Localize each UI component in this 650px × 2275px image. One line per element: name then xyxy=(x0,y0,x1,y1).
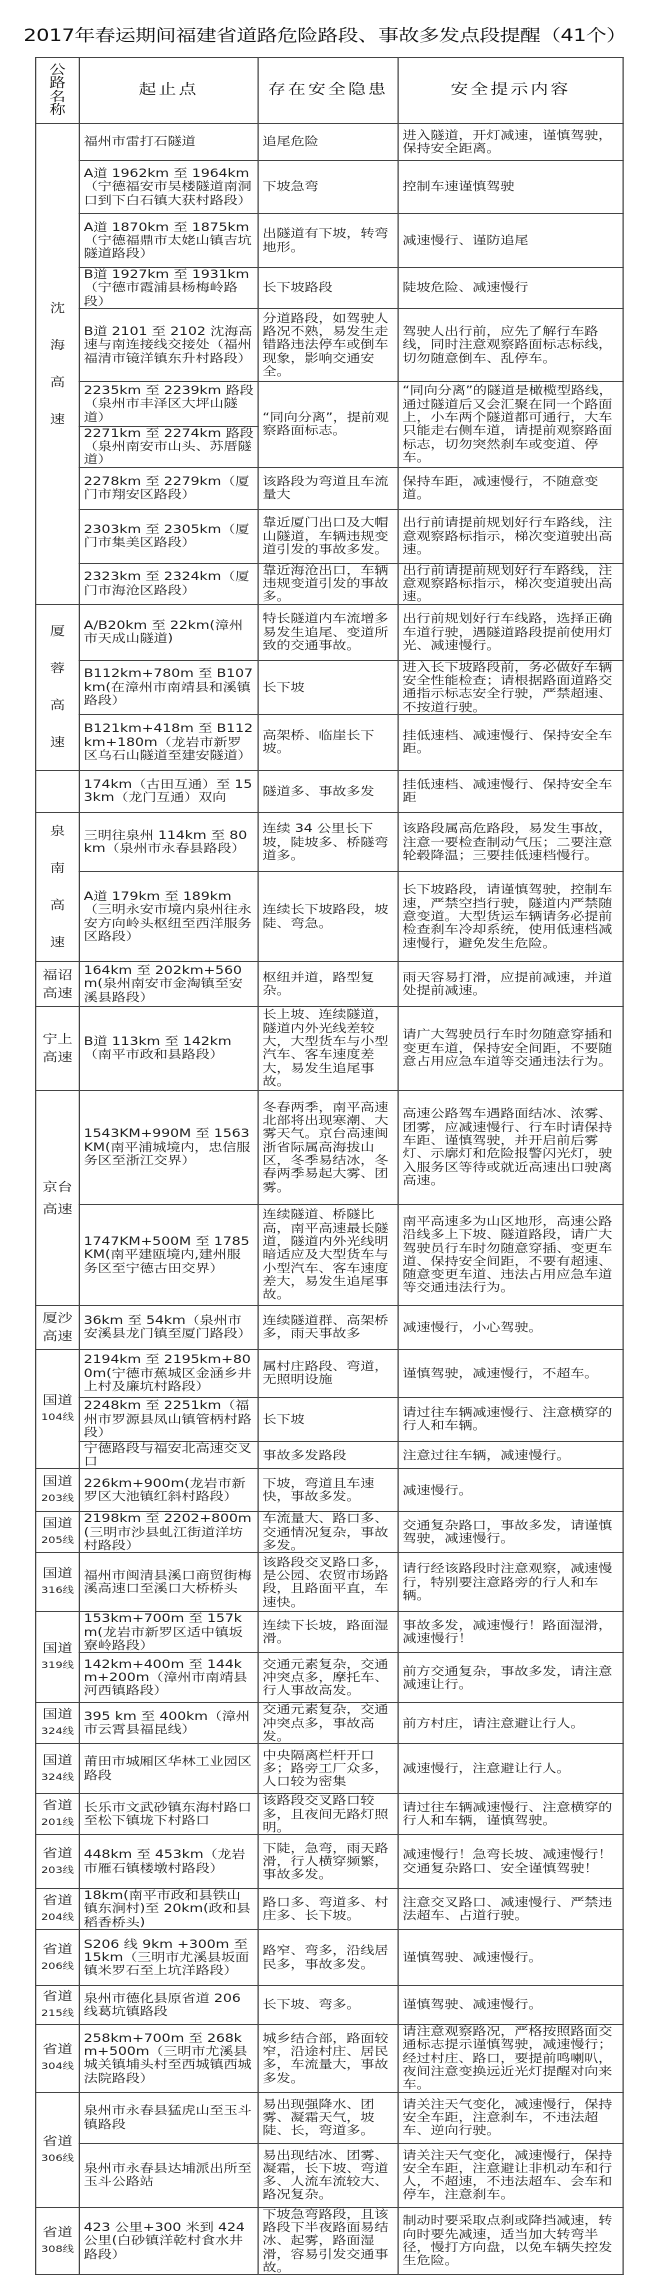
hazard-cell: 易出现强降水、团雾、凝霜天气，坡陡、长，弯道多。 xyxy=(258,2092,398,2143)
hazard-cell: 靠近海沧出口，车辆违规变道引发的事故多。 xyxy=(258,563,398,604)
table-row xyxy=(36,1204,624,1305)
safety-tip-cell: 雨天容易打滑，应提前减速，并道处提前减速。 xyxy=(398,961,623,1006)
hazard-cell: 交通元素复杂，交通冲突点多，事故高发。 xyxy=(258,1703,398,1744)
safety-tip-cell: 请关注天气变化，减速慢行，保持安全车距，注意避让非机动车和行人，不超速，不违法超车、会车和停车，注意刹车。 xyxy=(398,2143,623,2207)
safety-tip-cell: 南平高速多为山区地形，高速公路沿线多上下坡、隧道路段，请广大驾驶员行车时勿随意穿插、变更车道、保持安全间距，不要有超速、随意变更车道、违法占用应急车道等交通违法行为。 xyxy=(398,1204,623,1305)
table-row xyxy=(36,812,624,872)
location-cell: A/B20km 至 22km(漳州市天成山隧道) xyxy=(79,604,258,660)
table-row xyxy=(36,714,624,770)
header-hazard: 存在安全隐患 xyxy=(258,58,398,124)
table-row xyxy=(36,1553,624,1612)
hazard-cell: 长下坡路段 xyxy=(258,268,398,309)
road-name-cell xyxy=(36,770,80,812)
road-name: 厦沙高速 xyxy=(42,1311,73,1344)
location-cell: 18km(南平市政和县铁山镇东涧村)至 20km(政和县稻香桥头) xyxy=(79,1889,258,1930)
location-cell: A道 179km 至 189km（三明永安市境内泉州往永安方向岭头枢纽至西洋服务区路段） xyxy=(79,872,258,961)
road-name-cell xyxy=(36,1512,80,1553)
road-name-cell xyxy=(36,2092,80,2207)
header-location: 起止点 xyxy=(79,58,258,124)
hazard-cell: 该路段为弯道且车流量大 xyxy=(258,467,398,509)
road-name-cell xyxy=(36,961,80,1006)
location-cell: 2194km 至 2195km+800m(宁德市蕉城区金涵乡井上村及廉坑村路段） xyxy=(79,1349,258,1397)
table-body xyxy=(36,124,624,2275)
safety-tip-cell: 减速慢行，小心驾驶。 xyxy=(398,1305,623,1349)
hazard-cell: 路窄、弯多，沿线居民多，事故多发。 xyxy=(258,1930,398,1986)
hazard-cell: 下坡急弯 xyxy=(258,161,398,214)
hazard-cell: 高架桥、临崖长下坡。 xyxy=(258,714,398,770)
safety-tip-cell: 陡坡危险、减速慢行 xyxy=(398,268,623,309)
hazard-cell: 车流量大、路口多、交通情况复杂，事故多发。 xyxy=(258,1512,398,1553)
location-cell: 莆田市城厢区华林工业园区路段 xyxy=(79,1744,258,1794)
location-cell: 宁德路段与福安北高速交叉口 xyxy=(79,1441,258,1469)
table-row xyxy=(36,509,624,563)
table-row xyxy=(36,1889,624,1930)
road-name: 国道203线 xyxy=(41,1474,74,1505)
road-name-cell xyxy=(36,2207,80,2274)
table-row xyxy=(36,2143,624,2207)
table-row xyxy=(36,563,624,604)
safety-tip-cell: 保持车距，减速慢行，不随意变道。 xyxy=(398,467,623,509)
table-row xyxy=(36,2207,624,2274)
table-row xyxy=(36,1835,624,1889)
road-name: 京台高速 xyxy=(42,1179,73,1216)
table-row xyxy=(36,1305,624,1349)
location-cell: 长乐市文武砂镇东海村路口至松下镇垅下村路口 xyxy=(79,1794,258,1835)
location-cell: 泉州市永春县达埔派出所至玉斗公路站 xyxy=(79,2143,258,2207)
road-name: 福诏高速 xyxy=(42,967,73,1000)
dangerous-road-table xyxy=(35,57,624,2275)
table-row xyxy=(36,2092,624,2143)
table-row xyxy=(36,467,624,509)
safety-tip-cell: 进入长下坡路段前，务必做好车辆安全性能检查；请根据路面道路交通指示标志安全行驶，严禁超速、不按道行驶。 xyxy=(398,660,623,714)
safety-tip-cell: 减速慢行！急弯长坡、减速慢行！交通复杂路口、安全谨慎驾驶！ xyxy=(398,1835,623,1889)
road-name: 国道104线 xyxy=(41,1393,74,1424)
safety-tip-cell: 减速慢行、谨防追尾 xyxy=(398,214,623,268)
safety-tip-cell: 请过往车辆减速慢行、注意横穿的行人和车辆，谨慎驾驶。 xyxy=(398,1794,623,1835)
location-cell: 1543KM+990M 至 1563KM(南平浦城境内，忠信服务区至浙江交界） xyxy=(79,1090,258,1204)
table-row xyxy=(36,1930,624,1986)
table-row xyxy=(36,124,624,161)
header-road-name-text: 公路名称 xyxy=(49,62,66,118)
safety-tip-cell: 挂低速档、减速慢行、保持安全车距 xyxy=(398,770,623,812)
location-cell: 2198km 至 2202+800m(三明市沙县虬江街道洋坊村路段） xyxy=(79,1512,258,1553)
table-row xyxy=(36,872,624,961)
hazard-cell: 该路段交叉路口多，是公园、农贸市场路段，且路面平直，车速快。 xyxy=(258,1553,398,1612)
location-cell: 226km+900m(龙岩市新罗区大池镇红斜村路段） xyxy=(79,1469,258,1512)
location-cell: B121km+418m 至 B112km+180m（龙岩市新罗区乌石山隧道至建安隧道） xyxy=(79,714,258,770)
table-row xyxy=(36,1349,624,1397)
table-row xyxy=(36,1006,624,1090)
location-cell: B道 2101 至 2102 沈海高速与南连接线交接处（福州福清市镜洋镇东升村路段） xyxy=(79,308,258,381)
table-row xyxy=(36,770,624,812)
hazard-cell: 该路段交叉路口较多，且夜间无路灯照明。 xyxy=(258,1794,398,1835)
road-name: 省道308线 xyxy=(41,2224,74,2255)
table-row xyxy=(36,161,624,214)
hazard-cell: 靠近厦门出口及大帽山隧道，车辆违规变道引发的事故多发。 xyxy=(258,509,398,563)
safety-tip-cell: 减速慢行，注意避让行人。 xyxy=(398,1744,623,1794)
road-name-cell xyxy=(36,1349,80,1469)
table-row xyxy=(36,1090,624,1204)
safety-tip-cell: 出行前规划好行车线路，选择正确车道行驶，遇隧道路段提前使用灯光、减速慢行。 xyxy=(398,604,623,660)
page-title: 2017年春运期间福建省道路危险路段、事故多发点段提醒（41个） xyxy=(23,26,627,45)
road-name: 国道324线 xyxy=(41,1707,74,1738)
road-name-cell xyxy=(36,1744,80,1794)
location-cell: 2278km 至 2279km（厦门市翔安区路段） xyxy=(79,467,258,509)
location-cell: 36km 至 54km（泉州市安溪县龙门镇至厦门路段） xyxy=(79,1305,258,1349)
safety-tip-cell: 减速慢行。 xyxy=(398,1469,623,1512)
location-cell: 2303km 至 2305km（厦门市集美区路段） xyxy=(79,509,258,563)
hazard-cell: 连续下长坡，路面湿滑。 xyxy=(258,1612,398,1653)
safety-tip-cell: 高速公路驾车遇路面结冰、浓雾、团雾，应减速慢行、行车时请保持车距、谨慎驾驶，并开启前后雾灯、示廓灯和危险报警闪光灯，驶入服务区等待或就近高速出口驶离高速。 xyxy=(398,1090,623,1204)
safety-tip-cell: 请注意观察路况，严格按照路面交通标志提示谨慎驾驶，减速慢行；经过村庄、路口，要提前鸣喇叭，夜间注意变换远近光灯提醒对向来车。 xyxy=(398,2025,623,2092)
table-row xyxy=(36,961,624,1006)
location-cell: 448km 至 453km（龙岩市雁石镇楼墩村路段） xyxy=(79,1835,258,1889)
location-cell: 395 km 至 400km（漳州市云霄县福昆线） xyxy=(79,1703,258,1744)
road-name: 省道306线 xyxy=(41,2133,74,2164)
road-name: 国道205线 xyxy=(41,1516,74,1547)
safety-tip-cell: 交通复杂路口，事故多发，请谨慎驾驶，减速慢行。 xyxy=(398,1512,623,1553)
location-cell: 泉州市永春县猛虎山至玉斗镇路段 xyxy=(79,2092,258,2143)
hazard-cell: 下陡，急弯，雨天路滑，行人横穿频繁，事故多发。 xyxy=(258,1835,398,1889)
road-name-cell xyxy=(36,1986,80,2025)
location-cell: A道 1870km 至 1875km（宁德福鼎市太姥山镇吉坑隧道路段） xyxy=(79,214,258,268)
hazard-cell: 隧道多、事故多发 xyxy=(258,770,398,812)
location-cell: A道 1962km 至 1964km（宁德福安市吴楼隧道南洞口到下白石镇大获村路段） xyxy=(79,161,258,214)
road-name-cell xyxy=(36,1006,80,1090)
safety-tip-cell: 请行经该路段时注意观察，减速慢行，特别要注意路旁的行人和车辆。 xyxy=(398,1553,623,1612)
table-row xyxy=(36,660,624,714)
table-row xyxy=(36,1397,624,1441)
hazard-cell: 连续长下坡路段，坡陡、弯急。 xyxy=(258,872,398,961)
road-name: 国道319线 xyxy=(41,1641,74,1672)
hazard-cell: 交通元素复杂，交通冲突点多，摩托车、行人事故高发。 xyxy=(258,1653,398,1703)
hazard-cell: 长下坡 xyxy=(258,1397,398,1441)
safety-tip-cell: 挂低速档、减速慢行、保持安全车距。 xyxy=(398,714,623,770)
header-road-name xyxy=(36,58,80,124)
hazard-cell: 追尾危险 xyxy=(258,124,398,161)
table-row xyxy=(36,1612,624,1653)
table-row xyxy=(36,1512,624,1553)
road-name: 省道304线 xyxy=(41,2042,74,2073)
hazard-cell: 下坡急弯路段，且该路段下半夜路面易结冰、起雾，路面湿滑，容易引发交通事故。 xyxy=(258,2207,398,2274)
table-row xyxy=(36,1653,624,1703)
safety-tip-cell: 谨慎驾驶、减速慢行。 xyxy=(398,1986,623,2025)
location-cell: 164km 至 202km+560m(泉州南安市金淘镇至安溪县路段） xyxy=(79,961,258,1006)
hazard-cell: 连续隧道、桥隧比高，南平高速最长隧道，隧道内外光线明暗适应及大型货车与小型汽车、客车速度差大，易发生追尾事故。 xyxy=(258,1204,398,1305)
location-cell: 三明往泉州 114km 至 80km（泉州市永春县路段） xyxy=(79,812,258,872)
location-cell: 福州市闽清县溪口商贸街梅溪高速口至溪口大桥桥头 xyxy=(79,1553,258,1612)
table-row xyxy=(36,1703,624,1744)
hazard-cell: 事故多发路段 xyxy=(258,1441,398,1469)
table-row xyxy=(36,1744,624,1794)
road-name: 沈海高速 xyxy=(50,300,66,426)
hazard-cell: 枢纽并道，路型复杂。 xyxy=(258,961,398,1006)
location-cell: 1747KM+500M 至 1785KM(南平建瓯境内,建州服务区至宁德古田交界） xyxy=(79,1204,258,1305)
header-tip: 安全提示内容 xyxy=(398,58,623,124)
table-row xyxy=(36,1986,624,2025)
road-name-cell xyxy=(36,604,80,770)
location-cell: 258km+700m 至 268km+500m（三明市尤溪县城关镇埔头村至西城镇西城法院路段） xyxy=(79,2025,258,2092)
location-cell: 423 公里+300 米到 424 公里(白砂镇洋乾村食水井路段） xyxy=(79,2207,258,2274)
hazard-cell: 中央隔离栏杆开口多；路旁工厂众多，人口较为密集 xyxy=(258,1744,398,1794)
table-row xyxy=(36,1794,624,1835)
safety-tip-cell: 出行前请提前规划好行车路线，注意观察路标指示，梯次变道驶出高速。 xyxy=(398,509,623,563)
safety-tip-cell: 该路段属高危路段，易发生事故，注意一要检查制动气压；二要注意轮毂降温；三要挂低速档慢行。 xyxy=(398,812,623,872)
hazard-cell: 长下坡 xyxy=(258,660,398,714)
safety-tip-cell: 进入隧道，开灯减速，谨慎驾驶，保持安全距离。 xyxy=(398,124,623,161)
hazard-cell: 属村庄路段、弯道，无照明设施 xyxy=(258,1349,398,1397)
safety-tip-cell: 控制车速谨慎驾驶 xyxy=(398,161,623,214)
location-cell: 2235km 至 2239km 路段（泉州市丰泽区大坪山隧道） xyxy=(79,381,258,426)
location-cell: 泉州市德化县原省道 206 线葛坑镇路段 xyxy=(79,1986,258,2025)
safety-tip-cell: 驾驶人出行前，应先了解行车路线，同时注意观察路面标志标线，切勿随意倒车、乱停车。 xyxy=(398,308,623,381)
hazard-cell: 长下坡、弯多。 xyxy=(258,1986,398,2025)
road-name-cell xyxy=(36,1305,80,1349)
road-name: 省道206线 xyxy=(41,1941,74,1972)
safety-tip-cell: 前方村庄，请注意避让行人。 xyxy=(398,1703,623,1744)
safety-tip-cell: 注意过往车辆，减速慢行。 xyxy=(398,1441,623,1469)
safety-tip-cell: 制动时要采取点刹或降挡减速，转向时要先减速，适当加大转弯半径，慢打方向盘，以免车辆失控发生危险。 xyxy=(398,2207,623,2274)
road-name-cell xyxy=(36,2025,80,2092)
hazard-cell: 分道路段，如驾驶人路况不熟，易发生走错路违法停车或倒车现象，影响交通安全。 xyxy=(258,308,398,381)
road-name-cell xyxy=(36,1889,80,1930)
safety-tip-cell: “同向分离”的隧道是橄榄型路线，通过隧道后又会汇聚在同一个路面上，小车两个隧道都可通行，大车只能走右侧车道，请提前观察路面标志，切勿突然刹车或变道、停车。 xyxy=(398,381,623,467)
safety-tip-cell: 谨慎驾驶、减速慢行。 xyxy=(398,1930,623,1986)
road-name: 泉南高速 xyxy=(50,823,66,949)
road-name: 厦蓉高速 xyxy=(50,624,66,750)
hazard-cell: 连续隧道群、高架桥多，雨天事故多 xyxy=(258,1305,398,1349)
safety-tip-cell: 注意交叉路口、减速慢行、严禁违法超车、占道行驶。 xyxy=(398,1889,623,1930)
safety-tip-cell: 事故多发，减速慢行！路面湿滑，减速慢行！ xyxy=(398,1612,623,1653)
location-cell: 142km+400m 至 144km+200m（漳州市南靖县河西镇路段） xyxy=(79,1653,258,1703)
road-name-cell xyxy=(36,124,80,605)
road-name: 省道215线 xyxy=(41,1989,74,2020)
safety-tip-cell: 前方交通复杂，事故多发，请注意减速让行。 xyxy=(398,1653,623,1703)
hazard-cell: 路口多、弯道多、村庄多、长下坡。 xyxy=(258,1889,398,1930)
table-header-row xyxy=(36,58,624,124)
table-row xyxy=(36,381,624,426)
road-name: 宁上高速 xyxy=(42,1032,73,1065)
hazard-cell: “同向分离”，提前观察路面标志。 xyxy=(258,381,398,467)
table-row xyxy=(36,214,624,268)
safety-tip-cell: 谨慎驾驶，减速慢行，不超车。 xyxy=(398,1349,623,1397)
safety-tip-cell: 请广大驾驶员行车时勿随意穿插和变更车道，保持安全间距，不要随意占用应急车道等交通违法行为。 xyxy=(398,1006,623,1090)
road-name: 省道201线 xyxy=(41,1798,74,1829)
road-name-cell xyxy=(36,1612,80,1703)
location-cell: 174km（古田互通）至 153km（龙门互通）双向 xyxy=(79,770,258,812)
location-cell: S206 线 9km +300m 至 15km（三明市尤溪县坂面镇米罗石至上坑洋路段） xyxy=(79,1930,258,1986)
safety-tip-cell: 请关注天气变化，减速慢行，保持安全车距，注意刹车，不违法超车、逆向行驶。 xyxy=(398,2092,623,2143)
road-name: 国道316线 xyxy=(41,1566,74,1597)
hazard-cell: 出隧道有下坡，转弯地形。 xyxy=(258,214,398,268)
hazard-cell: 长上坡、连续隧道，隧道内外光线差较大，大型货车与小型汽车、客车速度差大，易发生追尾事故。 xyxy=(258,1006,398,1090)
location-cell: 2271km 至 2274km 路段（泉州南安市山头、苏厝隧道） xyxy=(79,426,258,467)
hazard-cell: 城乡结合部，路面较窄，沿途村庄、居民多，车流量大，事故多发。 xyxy=(258,2025,398,2092)
road-name-cell xyxy=(36,1794,80,1835)
safety-tip-cell: 长下坡路段，请谨慎驾驶，控制车速，严禁空挡行驶，隧道内严禁随意变道。大型货运车辆请务必提前检查刹车冷却系统，使用低速档减速慢行，避免发生危险。 xyxy=(398,872,623,961)
location-cell: 2248km 至 2251km（福州市罗源县凤山镇管柄村路段） xyxy=(79,1397,258,1441)
hazard-cell: 连续 34 公里长下坡，陡坡多、桥隧弯道多。 xyxy=(258,812,398,872)
road-name-cell xyxy=(36,812,80,961)
location-cell: 2323km 至 2324km（厦门市海沧区路段） xyxy=(79,563,258,604)
location-cell: 153km+700m 至 157km(龙岩市新罗区适中镇坂寮岭路段） xyxy=(79,1612,258,1653)
hazard-cell: 易出现结冰、团雾、凝霜，长下坡、弯道多、人流车流较大、路况复杂。 xyxy=(258,2143,398,2207)
hazard-cell: 下坡，弯道且车速快，事故多发。 xyxy=(258,1469,398,1512)
road-name-cell xyxy=(36,1835,80,1889)
location-cell: 福州市雷打石隧道 xyxy=(79,124,258,161)
location-cell: B道 1927km 至 1931km（宁德市霞浦县杨梅岭路段） xyxy=(79,268,258,309)
road-name-cell xyxy=(36,1930,80,1986)
table-row xyxy=(36,308,624,381)
table-row xyxy=(36,1441,624,1469)
table-row xyxy=(36,1469,624,1512)
road-name-cell xyxy=(36,1469,80,1512)
road-name: 国道324线 xyxy=(41,1752,74,1783)
table-row xyxy=(36,604,624,660)
road-name-cell xyxy=(36,1703,80,1744)
hazard-cell: 冬春两季，南平高速北部将出现寒潮、大雾天气。京台高速闽浙省际属高海拔山区，冬季易结冰，冬春两季易起大雾、团雾。 xyxy=(258,1090,398,1204)
table-row xyxy=(36,268,624,309)
location-cell: B道 113km 至 142km（南平市政和县路段） xyxy=(79,1006,258,1090)
road-name-cell xyxy=(36,1553,80,1612)
road-name: 省道204线 xyxy=(41,1893,74,1924)
hazard-cell: 特长隧道内车流增多易发生追尾、变道所致的交通事故。 xyxy=(258,604,398,660)
safety-tip-cell: 请过往车辆减速慢行、注意横穿的行人和车辆。 xyxy=(398,1397,623,1441)
road-name: 省道203线 xyxy=(41,1845,74,1876)
location-cell: B112km+780m 至 B107km(在漳州市南靖县和溪镇路段） xyxy=(79,660,258,714)
table-row xyxy=(36,2025,624,2092)
safety-tip-cell: 出行前请提前规划好行车路线，注意观察路标指示，梯次变道驶出高速。 xyxy=(398,563,623,604)
road-name-cell xyxy=(36,1090,80,1305)
